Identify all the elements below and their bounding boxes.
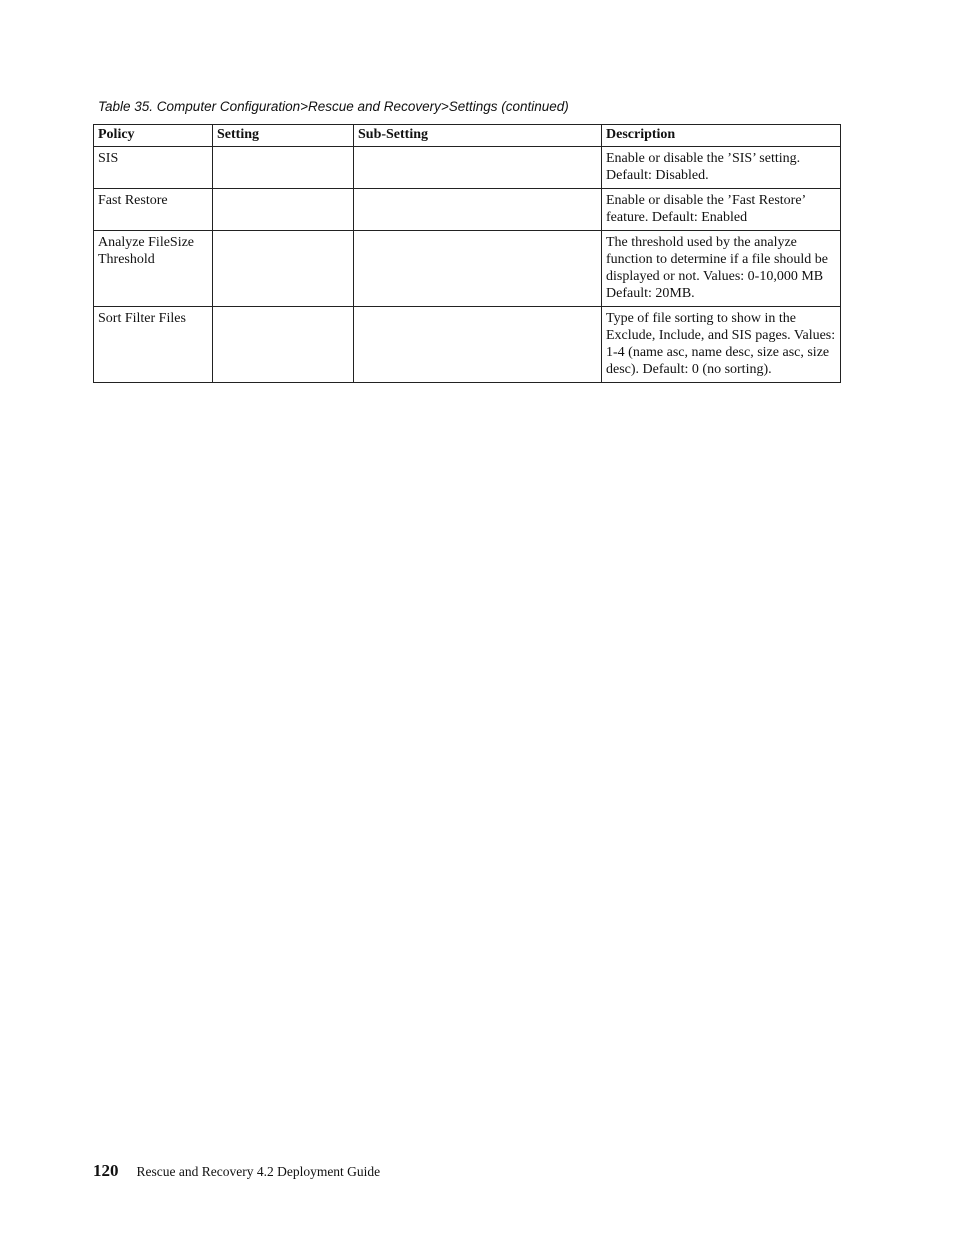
description-cell: Type of file sorting to show in the Exclude, Include, and SIS pages. Values: 1-4 (name asc, name desc, size asc, size desc). Default: 0 (no sorting). [602,307,841,383]
table-row [94,307,841,383]
sub-setting-cell [354,147,602,189]
sub-setting-cell [354,307,602,383]
header-setting: Setting [213,125,354,147]
table-header-row [94,125,841,147]
policy-cell: Sort Filter Files [94,307,213,383]
header-description: Description [602,125,841,147]
setting-cell [213,307,354,383]
setting-cell [213,147,354,189]
table-caption: Table 35. Computer Configuration>Rescue and Recovery>Settings (continued) [98,99,569,114]
page-number: 120 [93,1161,119,1180]
setting-cell [213,231,354,307]
table-row [94,147,841,189]
policy-cell: Fast Restore [94,189,213,231]
header-sub-setting: Sub-Setting [354,125,602,147]
sub-setting-cell [354,189,602,231]
description-cell: The threshold used by the analyze function to determine if a file should be displayed or not. Values: 0-10,000 MB Default: 20MB. [602,231,841,307]
description-cell: Enable or disable the ’Fast Restore’ feature. Default: Enabled [602,189,841,231]
header-policy: Policy [94,125,213,147]
policy-cell: Analyze FileSize Threshold [94,231,213,307]
setting-cell [213,189,354,231]
table-row [94,189,841,231]
page-footer [93,1161,380,1181]
document-title: Rescue and Recovery 4.2 Deployment Guide [136,1164,381,1179]
sub-setting-cell [354,231,602,307]
description-cell: Enable or disable the ’SIS’ setting. Default: Disabled. [602,147,841,189]
table-row [94,231,841,307]
settings-table [93,124,841,383]
policy-cell: SIS [94,147,213,189]
